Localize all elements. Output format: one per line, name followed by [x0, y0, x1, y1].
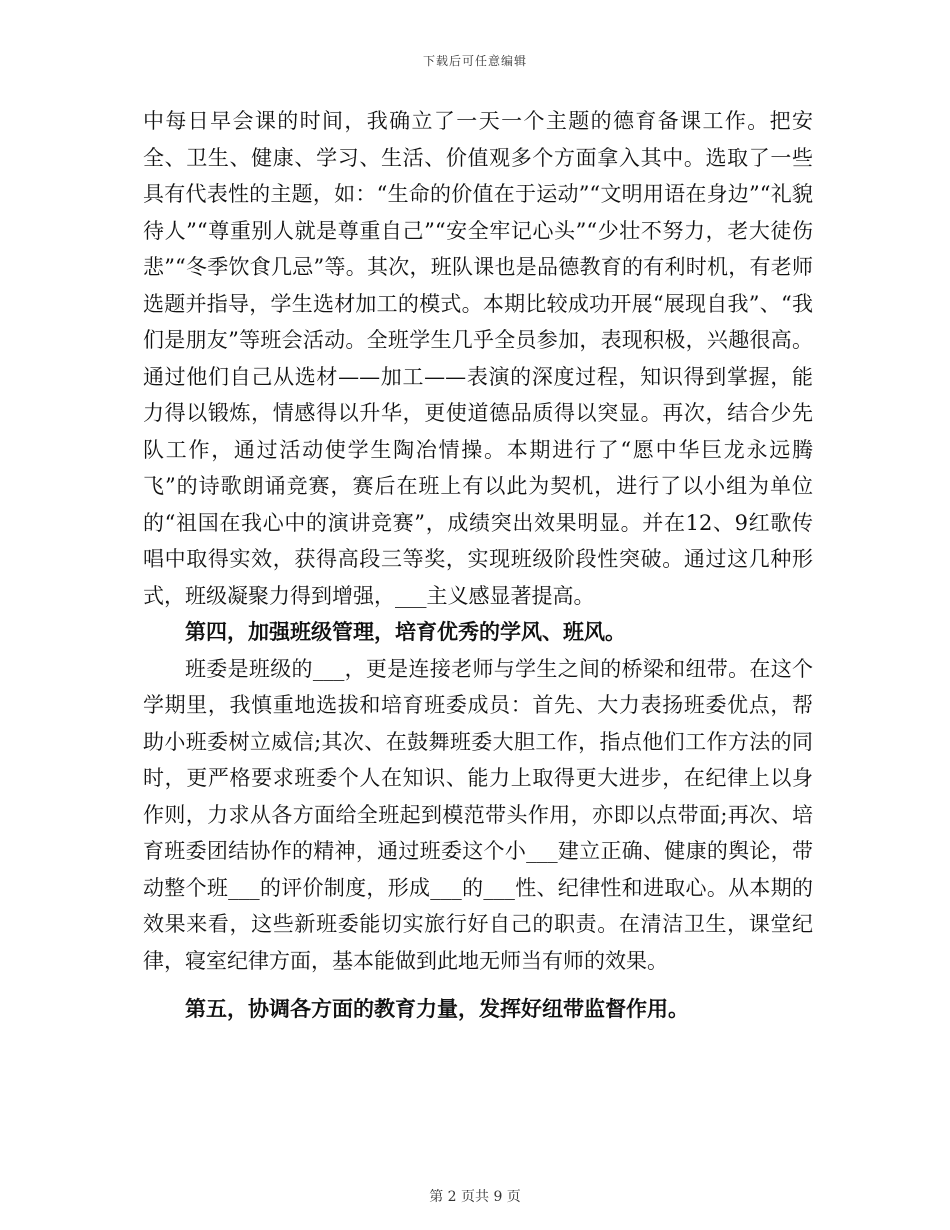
paragraph-continued: 中每日早会课的时间，我确立了一天一个主题的德育备课工作。把安全、卫生、健康、学习、生活、价值观多个方面拿入其中。选取了一些具有代表性的主题，如：“生命的价值在于运动”“文明用语在身边”“礼貌待人”“尊重别人就是尊重自己”“安全牢记心头”“少壮不努力，老大徒伤悲”“冬季饮食几忌”等。其次，班队课也是品德教育的有利时机，有老师选题并指导，学生选材加工的模式。本期比较成功开展“展现自我”、“我们是朋友”等班会活动。全班学生几乎全员参加，表现积极，兴趣很高。通过他们自己从选材——加工——表演的深度过程，知识得到掌握，能力得以锻炼，情感得以升华，更使道德品质得以突显。再次，结合少先队工作，通过活动使学生陶冶情操。本期进行了“愿中华巨龙永远腾飞”的诗歌朗诵竞赛，赛后在班上有以此为契机，进行了以小组为单位的“祖国在我心中的演讲竞赛”，成绩突出效果明显。并在12、9红歌传唱中取得实效，获得高段三等奖，实现班级阶段性突破。通过这几种形式，班级凝聚力得到增强，___主义感显著提高。 [143, 109, 813, 608]
section-heading-4: 第四，加强班级管理，培育优秀的学风、班风。 [185, 619, 626, 644]
document-body [143, 103, 813, 1028]
page-footer: 第 2 页共 9 页 [429, 1189, 521, 1205]
paragraph-section-4: 班委是班级的___，更是连接老师与学生之间的桥梁和纽带。在这个学期里，我慎重地选拔和培育班委成员：首先、大力表扬班委优点，帮助小班委树立威信;其次、在鼓舞班委大胆工作，指点他们工作方法的同时，更严格要求班委个人在知识、能力上取得更大进步，在纪律上以身作则，力求从各方面给全班起到模范带头作用，亦即以点带面;再次、培育班委团结协作的精神，通过班委这个小___建立正确、健康的舆论，带动整个班___的评价制度，形成___的___性、纪律性和进取心。从本期的效果来看，这些新班委能切实旅行好自己的职责。在清洁卫生，课堂纪律，寝室纪律方面，基本能做到此地无师当有师的效果。 [143, 656, 813, 973]
section-heading-5: 第五，协调各方面的教育力量，发挥好纽带监督作用。 [185, 996, 689, 1021]
page-header: 下载后可任意编辑 [422, 54, 527, 68]
